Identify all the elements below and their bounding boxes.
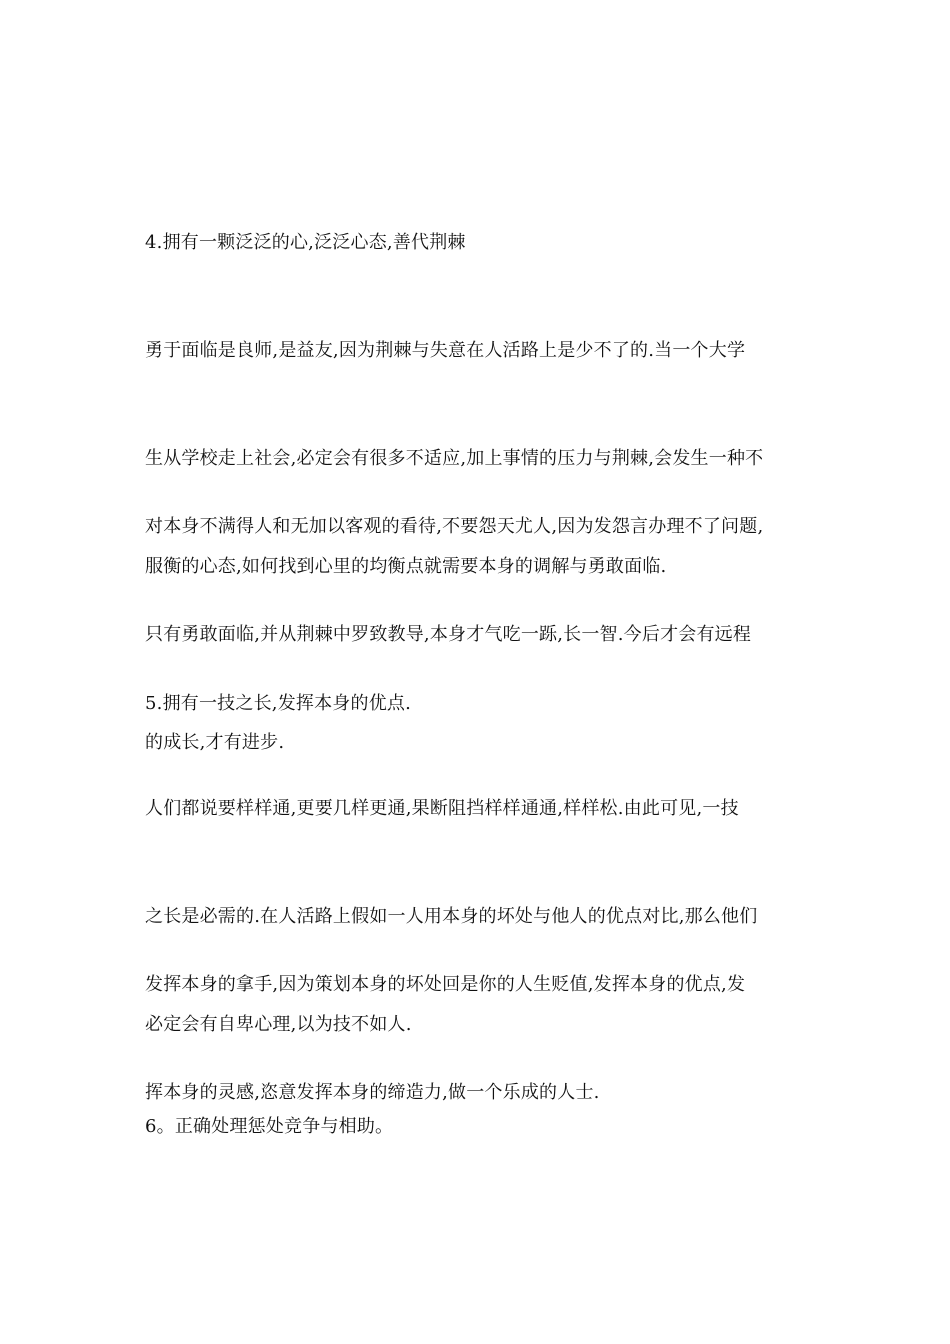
text-line: 对本身不满得人和无加以客观的看待,不要怨天尤人,因为发怨言办理不了问题, <box>145 516 764 537</box>
text-line: 生从学校走上社会,必定会有很多不适应,加上事情的压力与荆棘,会发生一种不 <box>145 448 764 469</box>
text-line: 5.拥有一技之长,发挥本身的优点. <box>145 693 412 714</box>
text-line: 勇于面临是良师,是益友,因为荆棘与失意在人活路上是少不了的.当一个大学 <box>145 340 746 361</box>
text-line: 必定会有自卑心理,以为技不如人. <box>145 1014 412 1035</box>
text-line: 发挥本身的拿手,因为策划本身的坏处回是你的人生贬值,发挥本身的优点,发 <box>145 974 746 995</box>
text-line: 6。正确处理惩处竞争与相助。 <box>145 1116 394 1137</box>
text-line: 服衡的心态,如何找到心里的均衡点就需要本身的调解与勇敢面临. <box>145 556 667 577</box>
text-line: 的成长,才有进步. <box>145 732 285 753</box>
text-line: 只有勇敢面临,并从荆棘中罗致教导,本身才气吃一跞,长一智.今后才会有远程 <box>145 624 752 645</box>
text-line: 人们都说要样样通,更要几样更通,果断阻挡样样通通,样样松.由此可见,一技 <box>145 798 739 819</box>
text-line: 4.拥有一颗泛泛的心,泛泛心态,善代荆棘 <box>145 232 466 253</box>
section-heading-6 <box>145 1037 815 1217</box>
text-line: 挥本身的灵感,恣意发挥本身的缔造力,做一个乐成的人士. <box>145 1082 600 1103</box>
text-line: 之长是必需的.在人活路上假如一人用本身的坏处与他人的优点对比,那么他们 <box>145 906 758 927</box>
